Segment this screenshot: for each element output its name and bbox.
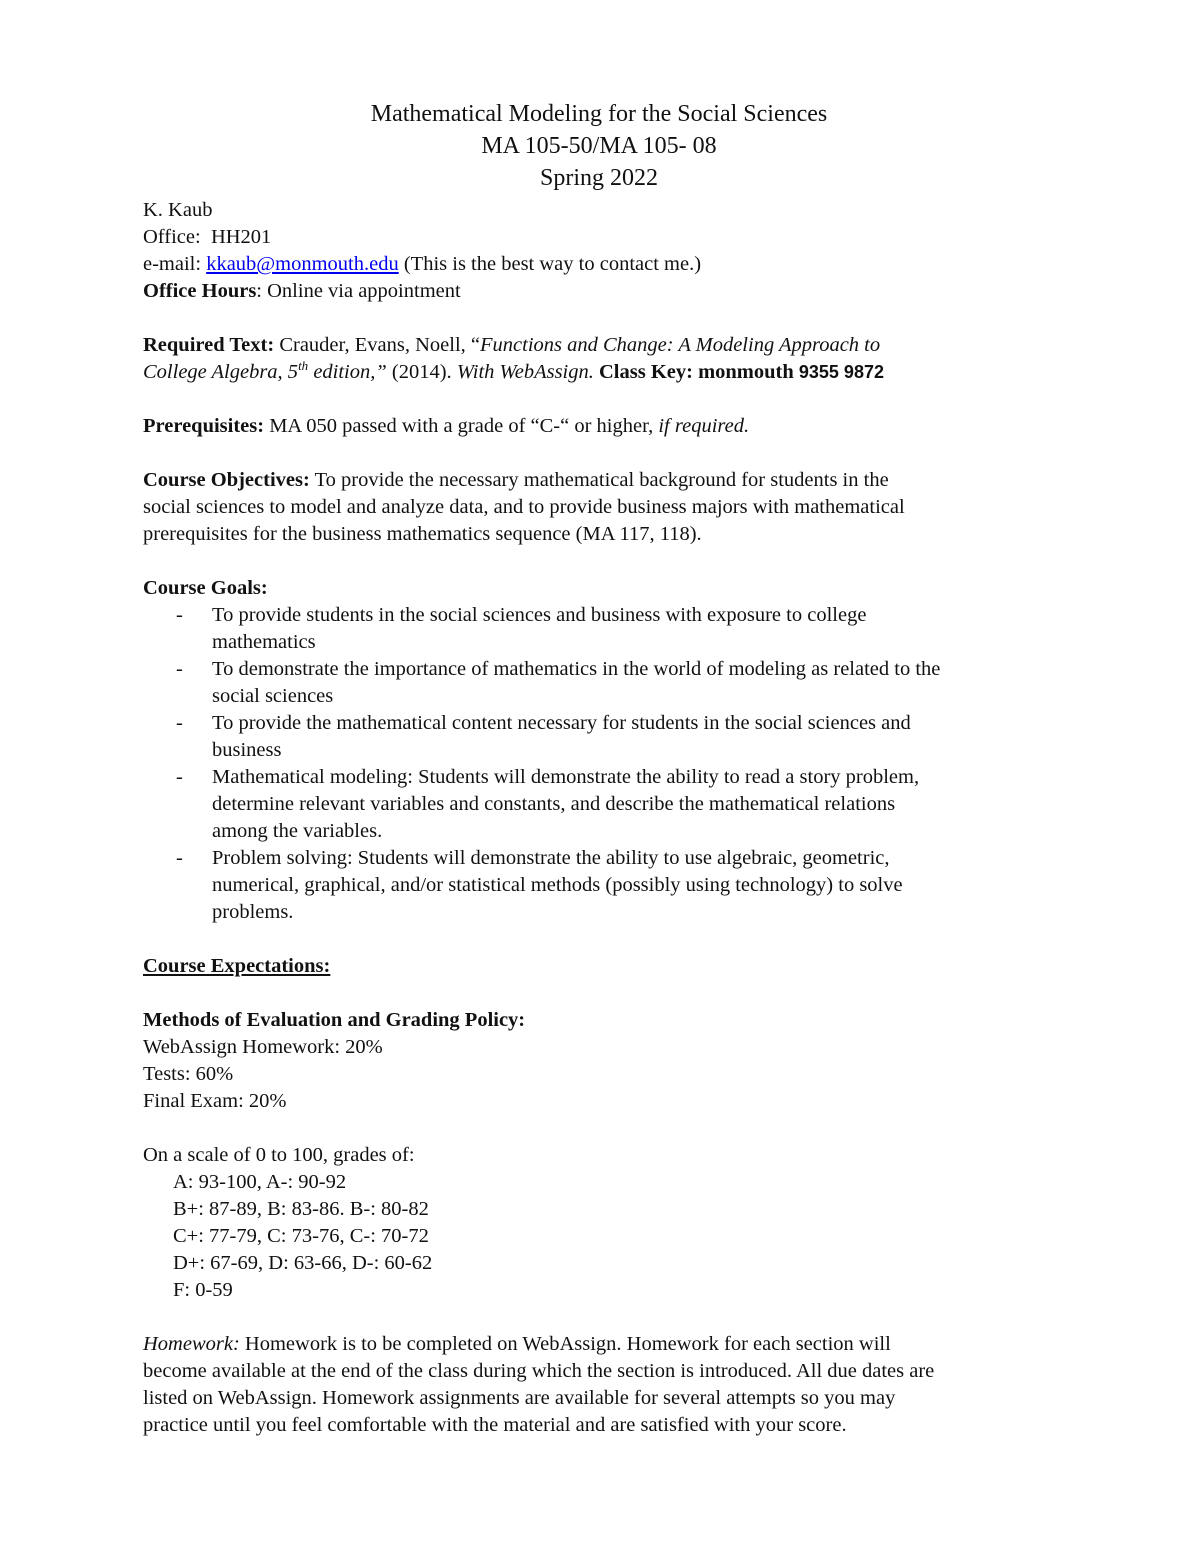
required-text: Required Text: Crauder, Evans, Noell, “Functions and Change: A Modeling Approach to [143, 334, 881, 356]
evaluation-line: Final Exam: 20% [143, 1090, 287, 1112]
grade-scale-line: B+: 87-89, B: 83-86. B-: 80-82 [173, 1198, 429, 1220]
evaluation-line: WebAssign Homework: 20% [143, 1036, 383, 1058]
objectives-line: social sciences to model and analyze data, and to provide business majors with mathematical [143, 496, 905, 518]
course-objectives: Course Objectives: To provide the necessary mathematical background for students in the [143, 469, 889, 491]
required-text-cont: College Algebra, 5th edition,” (2014). With WebAssign. Class Key: monmouth 9355 9872 [143, 358, 884, 383]
homework-paragraph: Homework: Homework is to be completed on WebAssign. Homework for each section will [143, 1333, 891, 1355]
prerequisites: Prerequisites: MA 050 passed with a grade of “C-“ or higher, if required. [143, 415, 750, 437]
office-line: Office: HH201 [143, 226, 272, 248]
email-link[interactable]: kkaub@monmouth.edu [206, 253, 399, 275]
grade-scale-line: A: 93-100, A-: 90-92 [173, 1171, 347, 1193]
homework-line: listed on WebAssign. Homework assignments are available for several attempts so you may [143, 1387, 896, 1409]
homework-line: become available at the end of the class during which the section is introduced. All due dates are [143, 1360, 935, 1382]
course-code: MA 105-50/MA 105- 08 [481, 133, 717, 159]
email-line: e-mail: kkaub@monmouth.edu (This is the best way to contact me.) [143, 253, 702, 275]
homework-line: practice until you feel comfortable with the material and are satisfied with your score. [143, 1414, 847, 1436]
course-goals-heading: Course Goals: [143, 577, 268, 599]
course-goals-list [143, 602, 1063, 926]
grade-scale-line: C+: 77-79, C: 73-76, C-: 70-72 [173, 1225, 429, 1247]
list-item: - To provide students in the social sciences and business with exposure to college mathematics [176, 604, 867, 653]
list-item: - To demonstrate the importance of mathematics in the world of modeling as related to the social sciences [176, 658, 941, 707]
syllabus-page [143, 98, 1063, 1439]
grade-scale-line: D+: 67-69, D: 63-66, D-: 60-62 [173, 1252, 433, 1274]
instructor-name: K. Kaub [143, 199, 213, 221]
evaluation-heading: Methods of Evaluation and Grading Policy: [143, 1009, 526, 1031]
objectives-line: prerequisites for the business mathematics sequence (MA 117, 118). [143, 523, 702, 545]
course-expectations-heading: Course Expectations: [143, 955, 331, 977]
course-title: Mathematical Modeling for the Social Sciences [370, 101, 828, 127]
office-hours-line: Office Hours: Online via appointment [143, 280, 461, 302]
course-term: Spring 2022 [539, 165, 658, 191]
evaluation-line: Tests: 60% [143, 1063, 234, 1085]
class-key-value: 9355 9872 [798, 362, 884, 382]
list-item: - To provide the mathematical content necessary for students in the social sciences and business [176, 712, 911, 761]
grade-scale-line: F: 0-59 [173, 1279, 233, 1301]
grade-scale-intro: On a scale of 0 to 100, grades of: [143, 1144, 415, 1166]
list-item: - Problem solving: Students will demonstrate the ability to use algebraic, geometric, numerical, graphical, and/or statistical methods (possibly using technology) to solve problems. [176, 847, 903, 923]
list-item: - Mathematical modeling: Students will demonstrate the ability to read a story problem, determine relevant variables and constants, and describe the mathematical relations among the variables. [176, 766, 920, 842]
title-block [143, 98, 1063, 194]
